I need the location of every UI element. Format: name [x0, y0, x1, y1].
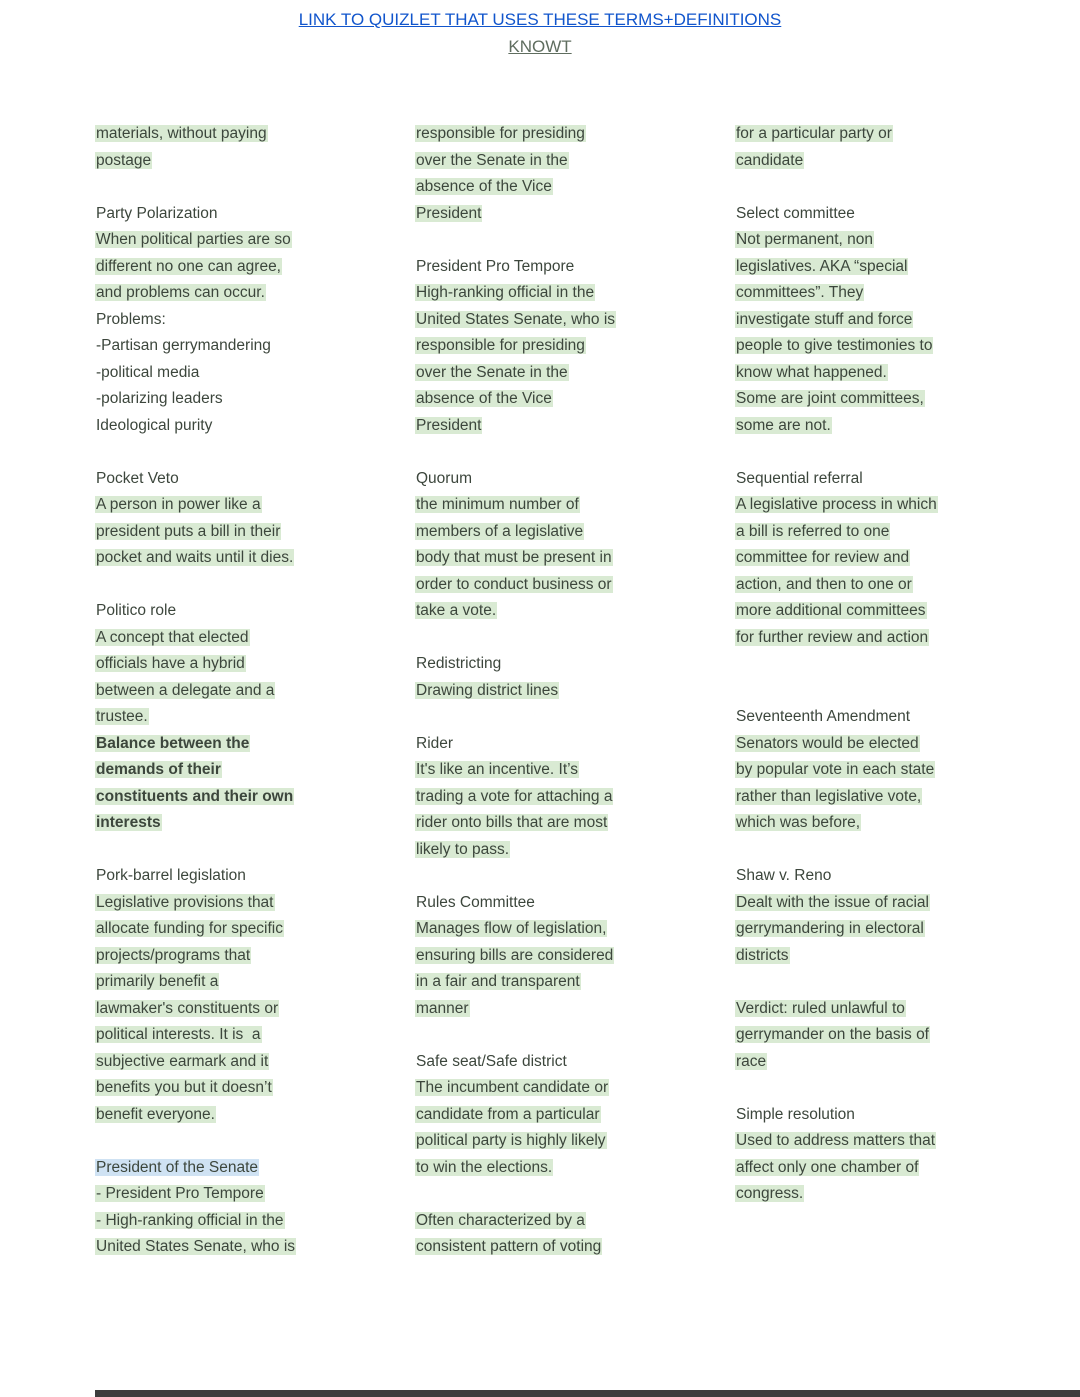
term-text: Simple resolution [736, 1105, 855, 1123]
text-line [415, 890, 667, 917]
text-line [95, 651, 347, 678]
text-line [95, 996, 347, 1023]
blank-line [415, 625, 667, 652]
text-line [95, 890, 347, 917]
text-line [415, 413, 667, 440]
definition-text: different no one can agree, [96, 257, 281, 275]
text-line [735, 810, 987, 837]
term-text: Politico role [96, 602, 177, 619]
definition-text: Legislative provisions that [96, 893, 274, 911]
definition-text: affect only one chamber of [736, 1158, 919, 1176]
text-line [415, 943, 667, 970]
text-line [95, 969, 347, 996]
definition-text: know what happened. [736, 363, 887, 381]
text-line [735, 1181, 987, 1208]
definition-text: gerrymandering in electoral [736, 920, 924, 937]
definition-text: lawmaker's constituents or [96, 999, 279, 1017]
text-line [735, 307, 987, 334]
definition-text: candidate from a particular [416, 1105, 600, 1123]
definition-text: which was before, [736, 814, 861, 831]
text-line [95, 121, 347, 148]
text-line [415, 519, 667, 546]
blank-line [95, 439, 347, 466]
definition-text: responsible for presiding [416, 337, 585, 354]
text-line [415, 386, 667, 413]
blank-line [735, 678, 987, 705]
text-line [415, 731, 667, 758]
definition-text: between a delegate and a [96, 681, 275, 699]
definition-text: congress. [736, 1185, 804, 1202]
definition-text: take a vote. [416, 602, 497, 619]
blank-line [415, 439, 667, 466]
text-column-3 [735, 121, 987, 1261]
text-line [95, 545, 347, 572]
text-line [415, 148, 667, 175]
definition-text: responsible for presiding [416, 125, 585, 142]
text-line [415, 1155, 667, 1182]
text-line [415, 678, 667, 705]
text-line [95, 201, 347, 228]
text-line [95, 360, 347, 387]
text-line [95, 1181, 347, 1208]
text-line [95, 254, 347, 281]
header-line-2 [0, 34, 1080, 61]
definition-text: over the Senate in the [416, 151, 568, 169]
definition-text: race [736, 1052, 767, 1070]
definition-text: and problems can occur. [96, 284, 265, 301]
text-line [95, 386, 347, 413]
text-line [95, 863, 347, 890]
text-line [415, 121, 667, 148]
text-line [735, 492, 987, 519]
definition-text: officials have a hybrid [96, 655, 245, 672]
definition-text: United States Senate, who is [416, 310, 616, 328]
definition-text: Not permanent, non [736, 231, 874, 248]
text-line [415, 651, 667, 678]
definition-text: postage [96, 151, 152, 169]
definition-text: demands of their [96, 761, 221, 778]
text-line [735, 360, 987, 387]
blank-line [415, 227, 667, 254]
text-column-2 [415, 121, 667, 1261]
definition-text: rather than legislative vote, [736, 787, 922, 805]
text-line [415, 1075, 667, 1102]
text-line [735, 545, 987, 572]
text-line [95, 1234, 347, 1261]
term-text: Ideological purity [96, 416, 213, 434]
definition-text: Often characterized by a [416, 1211, 585, 1229]
definition-text: When political parties are so [96, 231, 291, 248]
text-line [95, 678, 347, 705]
text-line [415, 280, 667, 307]
blank-line [95, 1128, 347, 1155]
text-line [415, 545, 667, 572]
text-line [735, 890, 987, 917]
text-line [735, 731, 987, 758]
text-line [95, 148, 347, 175]
text-line [95, 704, 347, 731]
text-line [95, 519, 347, 546]
text-line [415, 598, 667, 625]
definition-text: Used to address matters that [736, 1132, 936, 1149]
definition-text: allocate funding for specific [96, 920, 283, 937]
definition-text: over the Senate in the [416, 363, 568, 381]
text-line [735, 1022, 987, 1049]
term-text: Pork-barrel legislation [96, 867, 246, 884]
text-line [735, 280, 987, 307]
text-line [735, 1155, 987, 1182]
definition-text: body that must be present in [416, 549, 612, 566]
term-text: President Pro Tempore [416, 257, 575, 275]
text-line [415, 1208, 667, 1235]
definition-text: materials, without paying [96, 125, 267, 142]
definition-text: consistent pattern of voting [416, 1238, 602, 1255]
text-line [735, 704, 987, 731]
text-line [415, 333, 667, 360]
text-line [415, 1128, 667, 1155]
text-line [735, 386, 987, 413]
text-line [415, 360, 667, 387]
text-line [415, 996, 667, 1023]
definition-text: some are not. [736, 416, 831, 434]
text-line [415, 492, 667, 519]
definition-text: committee for review and [736, 549, 910, 566]
definition-text: Senators would be elected [736, 734, 919, 752]
definition-text: likely to pass. [416, 840, 510, 858]
term-text: Select committee [736, 204, 855, 222]
text-line [95, 227, 347, 254]
definition-text: The incumbent candidate or [416, 1079, 609, 1096]
text-line [415, 757, 667, 784]
definition-text: President [416, 416, 482, 434]
text-line [735, 784, 987, 811]
term-text: Pocket Veto [96, 469, 179, 487]
text-line [735, 572, 987, 599]
definition-text: projects/programs that [96, 946, 251, 964]
text-line [95, 625, 347, 652]
definition-text: a bill is referred to one [736, 522, 890, 540]
term-text: -Partisan gerrymandering [96, 337, 271, 354]
blank-line [95, 572, 347, 599]
definition-text: more additional committees [736, 602, 926, 619]
text-line [735, 1049, 987, 1076]
text-line [415, 916, 667, 943]
term-text: Rules Committee [416, 893, 535, 911]
definition-text: in a fair and transparent [416, 973, 580, 990]
text-line [735, 625, 987, 652]
definition-text: action, and then to one or [736, 575, 912, 593]
definition-text: Drawing district lines [416, 681, 559, 699]
term-text: Quorum [416, 469, 472, 487]
text-line [95, 1208, 347, 1235]
definition-text: It's like an incentive. It’s [416, 761, 579, 778]
definition-text: Some are joint committees, [736, 390, 924, 407]
definition-text: candidate [736, 151, 804, 169]
text-line [735, 148, 987, 175]
text-line [415, 1102, 667, 1129]
definition-text: A concept that elected [96, 628, 249, 646]
text-line [415, 174, 667, 201]
text-line [95, 466, 347, 493]
text-line [95, 492, 347, 519]
text-line [735, 333, 987, 360]
text-line [415, 784, 667, 811]
definition-text: trading a vote for attaching a [416, 787, 613, 805]
text-line [415, 969, 667, 996]
definition-text: - High-ranking official in the [96, 1211, 284, 1229]
definition-text: pocket and waits until it dies. [96, 549, 294, 566]
knowt-link[interactable]: KNOWT [508, 36, 572, 56]
text-line [95, 280, 347, 307]
text-line [95, 810, 347, 837]
text-line [95, 598, 347, 625]
text-line [95, 1102, 347, 1129]
text-line [95, 731, 347, 758]
text-line [415, 254, 667, 281]
header-line-1 [0, 7, 1080, 34]
definition-text: constituents and their own [96, 787, 294, 805]
definition-text: A person in power like a [96, 496, 261, 513]
term-text: Problems: [96, 310, 166, 328]
definition-text: manner [416, 999, 469, 1017]
text-line [735, 916, 987, 943]
document-header [0, 7, 1080, 60]
blank-line [735, 174, 987, 201]
terms-columns [95, 121, 987, 1261]
definition-text: for a particular party or [736, 125, 892, 142]
term-text: Sequential referral [736, 469, 863, 487]
text-line [735, 863, 987, 890]
definition-text: President of the Senate [96, 1158, 259, 1176]
text-line [735, 1128, 987, 1155]
definition-text: political party is highly likely [416, 1132, 606, 1149]
definition-text: the minimum number of [416, 496, 579, 513]
text-line [95, 916, 347, 943]
term-text: Rider [416, 734, 454, 752]
text-line [95, 757, 347, 784]
blank-line [95, 837, 347, 864]
text-line [735, 996, 987, 1023]
blank-line [415, 1181, 667, 1208]
text-line [95, 1155, 347, 1182]
blank-line [735, 837, 987, 864]
definition-text: ensuring bills are considered [416, 946, 614, 964]
blank-line [95, 174, 347, 201]
definition-text: interests [96, 814, 161, 831]
definition-text: to win the elections. [416, 1158, 553, 1176]
blank-line [735, 651, 987, 678]
text-line [735, 254, 987, 281]
definition-text: legislatives. AKA “special [736, 257, 908, 275]
definition-text: benefit everyone. [96, 1105, 215, 1123]
term-text: Party Polarization [96, 204, 218, 222]
definition-text: Dealt with the issue of racial [736, 893, 929, 911]
text-line [95, 413, 347, 440]
definition-text: trustee. [96, 708, 148, 725]
definition-text: committees”. They [736, 284, 864, 301]
blank-line [735, 1075, 987, 1102]
definition-text: people to give testimonies to [736, 337, 933, 354]
definition-text: High-ranking official in the [416, 284, 595, 301]
definition-text: Verdict: ruled unlawful to [736, 999, 905, 1017]
definition-text: political interests. It is a [96, 1026, 261, 1043]
text-line [415, 307, 667, 334]
definition-text: gerrymander on the basis of [736, 1026, 929, 1043]
definition-text: President [416, 204, 482, 222]
text-line [95, 1022, 347, 1049]
term-text: Seventeenth Amendment [736, 708, 911, 725]
text-line [95, 784, 347, 811]
term-text: -political media [96, 363, 200, 381]
text-line [415, 1049, 667, 1076]
definition-text: rider onto bills that are most [416, 814, 608, 831]
text-line [735, 466, 987, 493]
text-line [735, 121, 987, 148]
definition-text: A legislative process in which [736, 496, 937, 513]
text-line [415, 1234, 667, 1261]
blank-line [735, 969, 987, 996]
definition-text: investigate stuff and force [736, 310, 913, 328]
text-line [735, 598, 987, 625]
definition-text: absence of the Vice [416, 178, 552, 195]
text-line [415, 201, 667, 228]
text-line [415, 572, 667, 599]
blank-line [735, 439, 987, 466]
text-line [95, 307, 347, 334]
text-line [415, 810, 667, 837]
text-column-1 [95, 121, 347, 1261]
definition-text: absence of the Vice [416, 390, 552, 407]
text-line [95, 333, 347, 360]
definition-text: by popular vote in each state [736, 761, 935, 778]
blank-line [415, 1022, 667, 1049]
text-line [95, 943, 347, 970]
term-text: -polarizing leaders [96, 390, 223, 407]
text-line [415, 837, 667, 864]
definition-text: benefits you but it doesn’t [96, 1079, 272, 1096]
definition-text: order to conduct business or [416, 575, 612, 593]
text-line [735, 519, 987, 546]
text-line [735, 757, 987, 784]
definition-text: members of a legislative [416, 522, 584, 540]
definition-text: subjective earmark and it [96, 1052, 269, 1070]
definition-text: Balance between the [96, 734, 250, 752]
text-line [735, 1102, 987, 1129]
text-line [735, 413, 987, 440]
blank-line [415, 863, 667, 890]
text-line [735, 227, 987, 254]
term-text: Redistricting [416, 655, 502, 672]
text-line [95, 1075, 347, 1102]
definition-text: districts [736, 946, 789, 964]
definition-text: Manages flow of legislation, [416, 920, 607, 937]
definition-text: - President Pro Tempore [96, 1185, 264, 1202]
text-line [735, 201, 987, 228]
text-line [415, 466, 667, 493]
text-line [735, 943, 987, 970]
definition-text: United States Senate, who is [96, 1238, 296, 1255]
term-text: Safe seat/Safe district [416, 1052, 567, 1070]
definition-text: for further review and action [736, 628, 929, 646]
blank-line [415, 704, 667, 731]
definition-text: primarily benefit a [96, 973, 219, 990]
page-bottom-divider [95, 1390, 1080, 1397]
term-text: Shaw v. Reno [736, 867, 832, 884]
quizlet-link[interactable]: LINK TO QUIZLET THAT USES THESE TERMS+DEFINITIONS [298, 10, 782, 29]
definition-text: president puts a bill in their [96, 522, 281, 540]
text-line [95, 1049, 347, 1076]
